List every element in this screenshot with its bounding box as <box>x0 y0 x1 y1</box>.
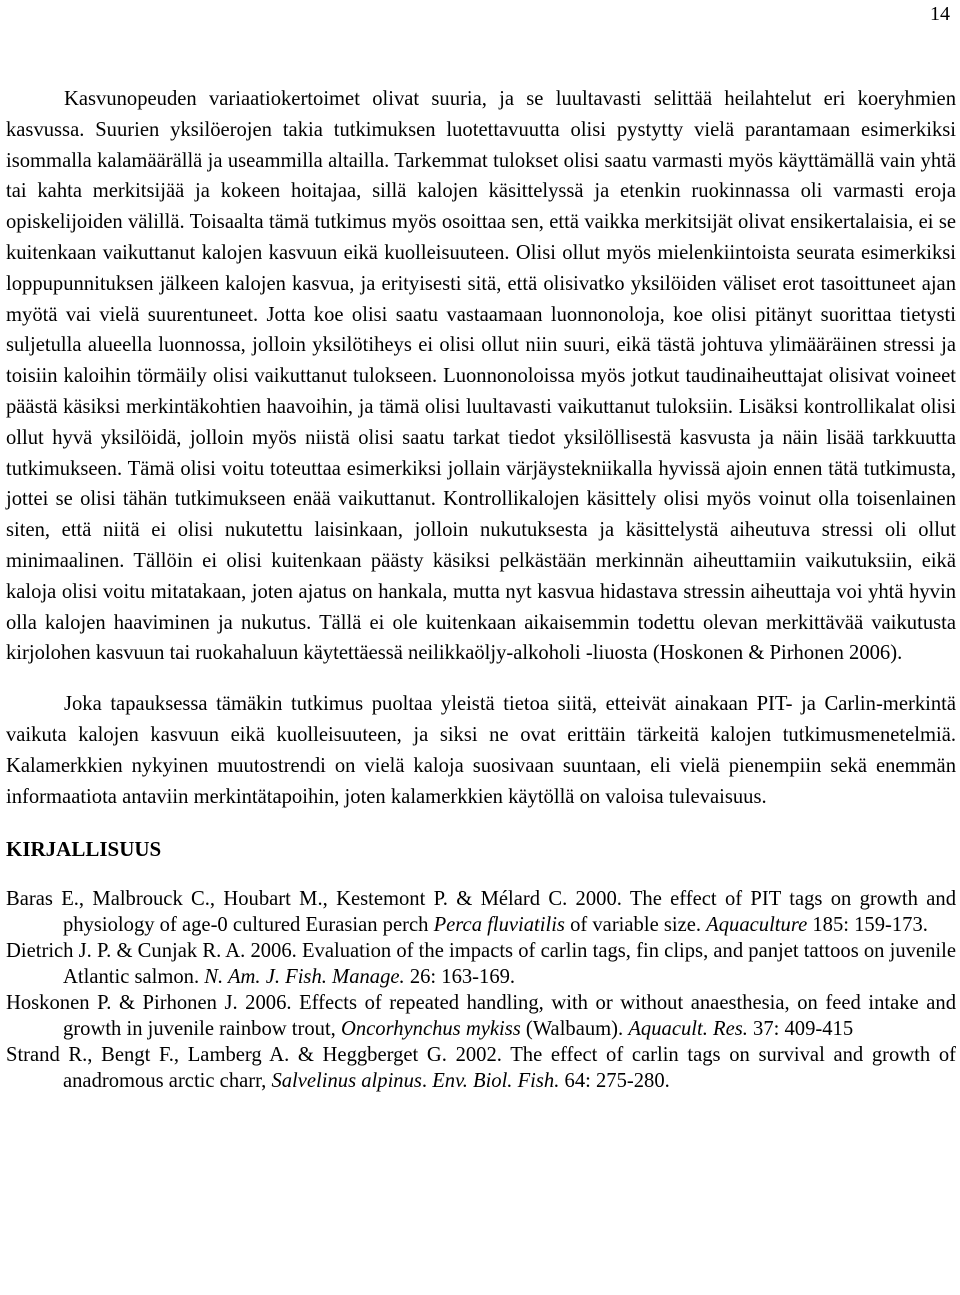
reference-item <box>6 938 956 990</box>
reference-journal: Aquacult. Res. <box>628 1018 748 1041</box>
reference-species: Perca fluviatilis <box>433 914 565 937</box>
reference-text: Dietrich J. P. & Cunjak R. A. 2006. Evaluation of the impacts of carlin tags, fin clips, and panjet tattoos on juvenile Atlantic salmon. <box>6 940 956 989</box>
conclusion-paragraph: Joka tapauksessa tämäkin tutkimus puoltaa yleistä tietoa siitä, etteivät ainakaan PIT- ja Carlin-merkintä vaikuta kalojen kasvuun eikä kuolleisuuteen, ja siksi ne ovat erittäin tärkeitä kalojen tutkimusmenetelmiä. Kalamerkkien nykyinen muutostrendi on vielä kaloja suosivaan suuntaan, eli vielä pienempiin sekä enemmän informaatiota antaviin merkintätapoihin, joten kalamerkkien käytöllä on valoisa tulevaisuus. <box>6 693 956 808</box>
reference-text: Strand R., Bengt F., Lamberg A. & Heggberget G. 2002. The effect of carlin tags on survival and growth of anadromous arctic charr, <box>6 1044 956 1093</box>
reference-text: 37: 409-415 <box>747 1018 854 1041</box>
reference-text: 64: 275-280. <box>559 1070 670 1093</box>
reference-item <box>6 1042 956 1094</box>
page-number: 14 <box>930 3 950 25</box>
discussion-paragraph: Kasvunopeuden variaatiokertoimet olivat suuria, ja se luultavasti selittää heilahtelut eri koeryhmien kasvussa. Suurien yksilöerojen takia tutkimuksen luotettavuutta olisi pystytty vielä parantamaan esimerkiksi isommalla kalamäärällä ja useammilla altailla. Tarkemmat tulokset olisi saatu varmasti myös käyttämällä vain yhtä tai kahta merkitsijää ja kokeen hoitajaa, sillä kalojen käsittelyssä ja etenkin ruokinnassa oli varmasti eroja opiskelijoiden välillä. Toisaalta tämä tutkimus myös osoittaa sen, että vaikka merkitsijät olivat ensikertalaisia, ei se kuitenkaan vaikuttanut kalojen kasvuun eikä kuolleisuuteen. Olisi ollut myös mielenkiintoista seurata esimerkiksi loppupunnituksen jälkeen kalojen kasvua, ja erityisesti sitä, että olisivatko yksilöiden väliset erot tasoittuneet ajan myötä vai vielä suurentuneet. Jotta koe olisi saatu vastaamaan luonnonoloja, koe olisi pitänyt suorittaa tietysti suljetulla alueella luonnossa, jolloin yksilötiheys ei olisi ollut niin suuri, eikä tästä johtuva ylimääräinen stressi ja toisiin kaloihin törmäily olisi vaikuttanut tulokseen. Luonnonoloissa myös jotkut taudinaiheuttajat olisivat voineet päästä käsiksi merkintäkohtien haavoihin, ja tämä olisi luultavasti vaikuttanut tuloksiin. Lisäksi kontrollikalat olisi ollut hyvä yksilöidä, jolloin myös niistä olisi saatu tarkat tiedot yksilöllisestä kasvusta ja näin lisää tarkkuutta tutkimukseen. Tämä olisi voitu toteuttaa esimerkiksi jollain värjäystekniikalla hyvissä ajoin ennen tätä tutkimusta, jottei se olisi tähän tutkimukseen enää vaikuttanut. Kontrollikalojen käsittely olisi myös voinut olla toisenlainen siten, että niitä ei olisi nukutettu laisinkaan, jolloin nukutuksesta ja käsittelystä aiheutuva stressi oli ollut minimaalinen. Tällöin ei olisi kuitenkaan päästy käsiksi pelkästään merkinnän aiheuttamiin vaikutuksiin, eikä kaloja olisi voitu mitatakaan, joten ajatus on hankala, mutta nyt kasvua hidastava stressin aiheuttaja voi yhtä hyvin olla kalojen haaviminen ja nukutus. Tällä ei ole kuitenkaan aikaisemmin todettu olevan merkittävää vaikutusta kirjolohen kasvuun tai ruokahaluun käytettäessä neilikkaöljy-alkoholi -liuosta (Hoskonen & Pirhonen 2006). <box>6 88 956 665</box>
reference-text: of variable size. <box>564 914 707 937</box>
reference-text: . <box>421 1070 433 1093</box>
reference-list <box>6 886 956 1094</box>
reference-text: 185: 159-173. <box>807 914 928 937</box>
reference-journal: Aquaculture <box>706 914 808 937</box>
reference-item <box>6 886 956 938</box>
document-body <box>6 84 956 1094</box>
reference-species: Oncorhynchus mykiss <box>340 1018 521 1041</box>
references-heading: KIRJALLISUUS <box>6 837 162 862</box>
reference-text: Baras E., Malbrouck C., Houbart M., Kestemont P. & Mélard C. 2000. The effect of PIT tags on growth and physiology of age-0 cultured Eurasian perch <box>6 888 956 937</box>
reference-text: 26: 163-169. <box>404 966 516 989</box>
reference-journal: Env. Biol. Fish. <box>432 1070 560 1093</box>
reference-item <box>6 990 956 1042</box>
reference-text: (Walbaum). <box>520 1018 629 1041</box>
reference-text: Hoskonen P. & Pirhonen J. 2006. Effects of repeated handling, with or without anaesthesia, on feed intake and growth in juvenile rainbow trout, <box>6 992 956 1041</box>
reference-species: Salvelinus alpinus <box>271 1070 422 1093</box>
reference-journal: N. Am. J. Fish. Manage. <box>204 966 405 989</box>
